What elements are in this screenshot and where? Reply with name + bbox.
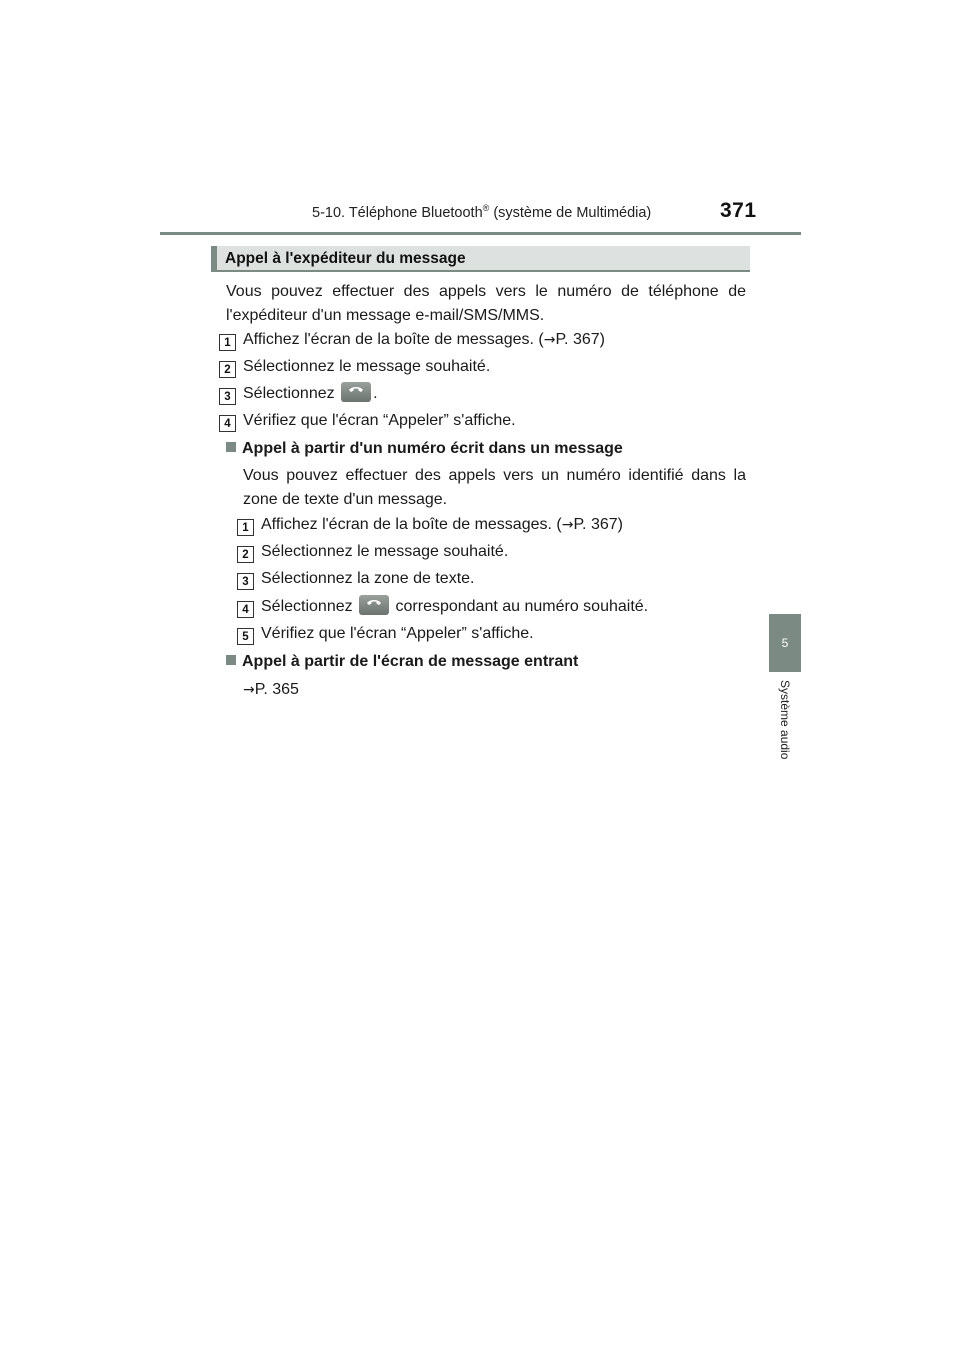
page-ref: P. 367 <box>573 516 618 533</box>
step-number: 4 <box>237 601 254 618</box>
header-title: 5-10. Téléphone Bluetooth <box>312 205 483 221</box>
subheading <box>226 650 578 674</box>
page-reference <box>243 678 299 702</box>
chapter-number: 5 <box>781 636 789 650</box>
step-number: 2 <box>219 361 236 378</box>
phone-handset-icon <box>359 595 389 615</box>
step-text: Sélectionnez la zone de texte. <box>261 570 475 587</box>
header-subtitle: (système de Multimédia) <box>489 205 652 221</box>
step-number: 5 <box>237 628 254 645</box>
step-text: Sélectionnez le message souhaité. <box>243 358 491 375</box>
step-text: Sélectionnez le message souhaité. <box>261 543 509 560</box>
step-number: 3 <box>237 573 254 590</box>
step-text-main: Affichez l'écran de la boîte de messages. ( <box>261 516 562 533</box>
step-number: 3 <box>219 388 236 405</box>
step-number: 1 <box>237 519 254 536</box>
step-text-main: Sélectionnez <box>261 598 358 615</box>
square-bullet-icon <box>226 655 236 665</box>
step-number: 4 <box>219 415 236 432</box>
page-ref: P. 365 <box>254 681 299 698</box>
subheading <box>226 437 623 461</box>
chapter-tab <box>769 614 801 672</box>
page-ref: P. 367 <box>555 331 600 348</box>
section-heading-text: Appel à l'expéditeur du message <box>225 250 466 267</box>
running-header <box>312 205 651 221</box>
phone-handset-icon <box>341 382 371 402</box>
page-number: 371 <box>720 199 757 222</box>
step-text-tail: ) <box>617 516 623 533</box>
subheading-text: Appel à partir de l'écran de message entrant <box>242 653 579 670</box>
step-text <box>261 513 623 537</box>
step-text <box>261 595 648 619</box>
chapter-label: Système audio <box>778 680 792 760</box>
subsection-intro: Vous pouvez effectuer des appels vers un numéro identifié dans la zone de texte d'un message. <box>243 467 746 508</box>
section-intro: Vous pouvez effectuer des appels vers le numéro de téléphone de l'expéditeur d'un message e-mail/SMS/MMS. <box>226 283 746 324</box>
step-text-tail: correspondant au numéro souhaité. <box>391 598 649 615</box>
header-rule <box>160 232 801 235</box>
step-text-tail: . <box>373 385 378 402</box>
subheading-text: Appel à partir d'un numéro écrit dans un message <box>242 440 623 457</box>
section-heading <box>211 246 750 272</box>
step-text-main: Sélectionnez <box>243 385 340 402</box>
arrow-icon: → <box>561 517 574 533</box>
arrow-icon: → <box>543 332 556 348</box>
step-number: 1 <box>219 334 236 351</box>
page-header <box>0 0 960 240</box>
square-bullet-icon <box>226 442 236 452</box>
step-number: 2 <box>237 546 254 563</box>
step-text <box>243 382 378 406</box>
arrow-icon: → <box>243 682 255 698</box>
step-text: Vérifiez que l'écran “Appeler” s'affiche. <box>243 412 516 429</box>
step-text <box>243 328 605 352</box>
step-text-main: Affichez l'écran de la boîte de messages. ( <box>243 331 544 348</box>
step-text-tail: ) <box>599 331 605 348</box>
registered-mark: ® <box>482 203 490 214</box>
step-text: Vérifiez que l'écran “Appeler” s'affiche. <box>261 625 534 642</box>
